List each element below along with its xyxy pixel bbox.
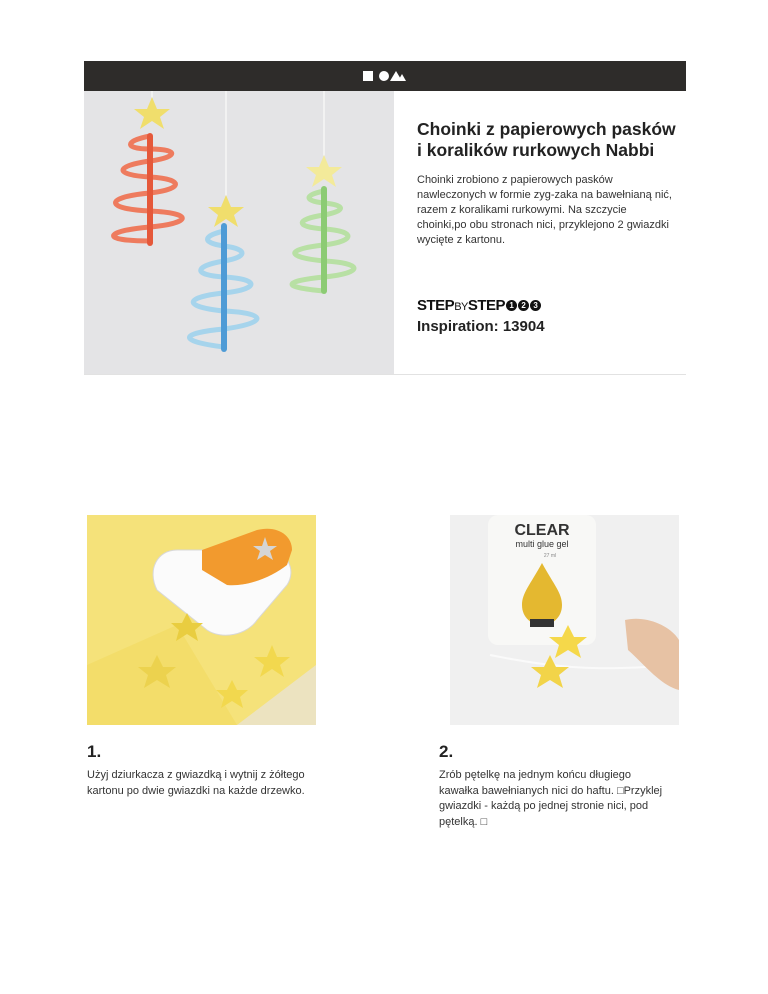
step-1-number: 1. [87, 742, 102, 761]
hero-section [84, 91, 686, 375]
step-2-text: Zrób pętelkę na jednym końcu długiego kawałka bawełnianych nici do haftu. □Przyklej gwiazdki - każdą po jednej stronie nici, pod pętelką. □ [439, 769, 663, 828]
step-1-text: Użyj dziurkacza z gwiazdką i wytnij z żółtego kartonu po dwie gwiazdki na każde drzewko. [87, 769, 305, 797]
sbs-step-1: STEP [417, 296, 455, 314]
page-title: Choinki z papierowych pasków i koralików rurkowych Nabbi [417, 119, 676, 160]
project-description: Choinki zrobiono z papierowych pasków nawleczonych w formie zyg-zaka na bawełnianą nić, razem z koralikami rurkowymi. Na szczycie choinki,po obu stronach nici, przyklejono 2 gwiazdki wycięte z kartonu. [417, 174, 672, 246]
inspiration-number: Inspiration: 13904 [417, 318, 545, 335]
glue-sub-label: multi glue gel [515, 539, 569, 549]
step-by-step-label [417, 297, 505, 314]
step-number-circles [506, 300, 541, 311]
hero-text [417, 119, 679, 335]
glue-brand-label: CLEAR [514, 522, 570, 539]
brand-logo-icon [362, 70, 408, 82]
sbs-by: BY [454, 300, 468, 313]
circle-1: 1 [506, 300, 517, 311]
step-2-number: 2. [439, 742, 454, 761]
step-1-image-star-punch [87, 515, 316, 725]
step-by-step-logo [417, 296, 679, 314]
circle-3: 3 [530, 300, 541, 311]
sbs-step-2: STEP [467, 296, 506, 314]
header-bar [84, 61, 686, 91]
circle-2: 2 [518, 300, 529, 311]
step-2-image-glue-stars [450, 515, 679, 725]
glue-volume-label: 27 ml [543, 553, 557, 559]
hero-image-paper-trees [84, 91, 394, 374]
